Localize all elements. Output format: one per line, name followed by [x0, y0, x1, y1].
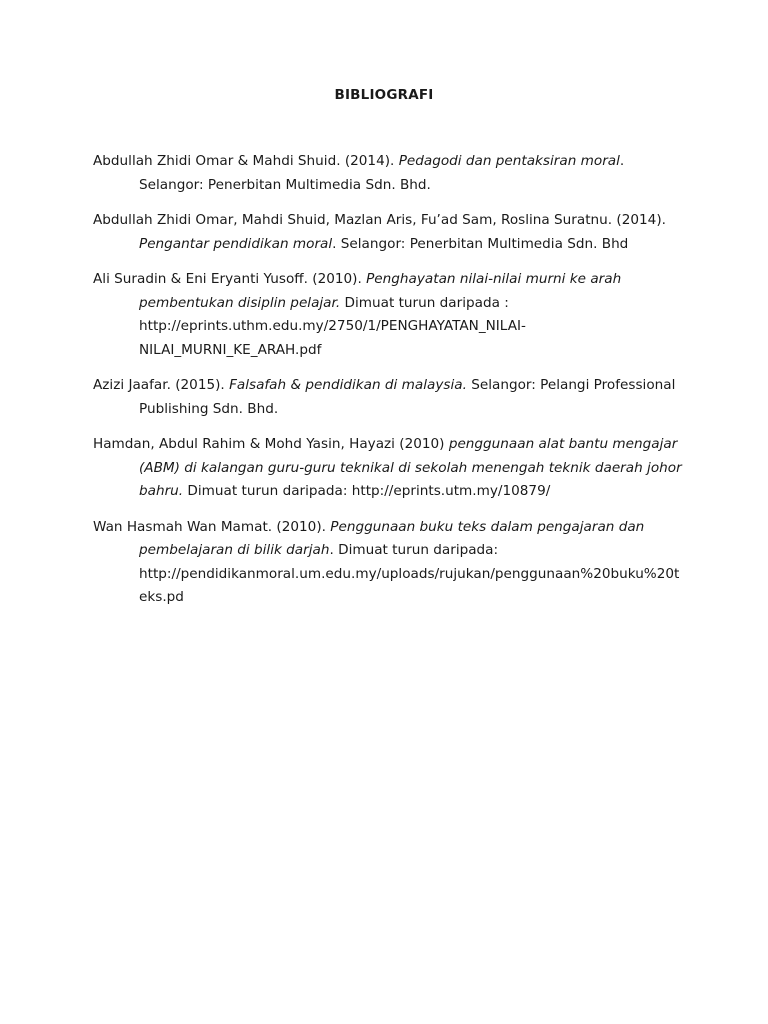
entry-authors: Wan Hasmah Wan Mamat. (2010).: [93, 518, 331, 535]
entry-authors: Abdullah Zhidi Omar & Mahdi Shuid. (2014).: [93, 153, 399, 169]
entry-publication: . Selangor: Penerbitan Multimedia Sdn. Bhd: [332, 235, 629, 252]
entry-title: Pengantar pendidikan moral: [139, 235, 333, 252]
entry-publication: Dimuat turun daripada: http://eprints.utm.my/10879/: [183, 483, 551, 499]
entry-publication: . Dimuat turun daripada: http://pendidikanmoral.um.edu.my/uploads/rujukan/penggunaan%20buku%20teks.pd: [139, 542, 680, 605]
entry-title: penggunaan alat bantu mengajar (ABM) di kalangan guru-guru teknikal di sekolah menengah teknik daerah johor bahru.: [139, 436, 682, 499]
entry-authors: Hamdan, Abdul Rahim & Mohd Yasin, Hayazi (2010): [93, 436, 449, 452]
page-title: BIBLIOGRAFI: [334, 87, 434, 103]
bibliography-list: [93, 150, 685, 622]
bibliography-entry: [93, 209, 685, 256]
entry-title: Falsafah & pendidikan di malaysia.: [229, 377, 467, 393]
entry-publication: Dimuat turun daripada : http://eprints.uthm.edu.my/2750/1/PENGHAYATAN_NILAI-NILAI_MURNI_KE_ARAH.pdf: [139, 294, 526, 358]
entry-authors: Abdullah Zhidi Omar, Mahdi Shuid, Mazlan Aris, Fu’ad Sam, Roslina Suratnu. (2014).: [93, 212, 666, 228]
entry-authors: Azizi Jaafar. (2015).: [93, 377, 230, 393]
entry-publication: Selangor: Pelangi Professional Publishing Sdn. Bhd.: [139, 377, 676, 417]
bibliography-entry: [93, 516, 685, 610]
entry-authors: Ali Suradin & Eni Eryanti Yusoff. (2010).: [93, 271, 367, 287]
bibliography-entry: [93, 268, 685, 362]
entry-publication: . Selangor: Penerbitan Multimedia Sdn. Bhd.: [139, 153, 625, 193]
bibliography-entry: [93, 150, 685, 197]
bibliography-entry: [93, 374, 685, 421]
entry-title: Penghayatan nilai-nilai murni ke arah pembentukan disiplin pelajar.: [139, 271, 622, 311]
entry-title: Penggunaan buku teks dalam pengajaran dan pembelajaran di bilik darjah: [139, 518, 645, 558]
entry-title: Pedagodi dan pentaksiran moral: [398, 153, 620, 169]
bibliography-entry: [93, 433, 685, 504]
